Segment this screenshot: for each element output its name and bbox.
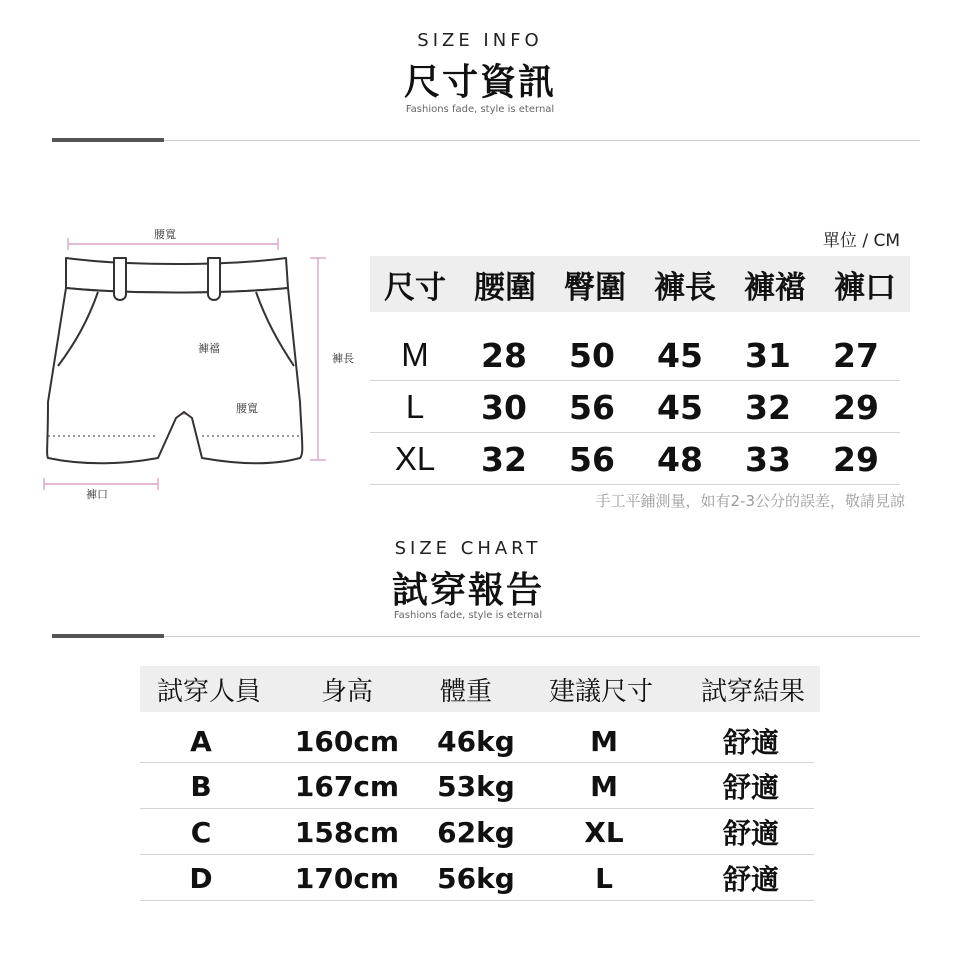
shorts-outline <box>47 258 302 463</box>
size-chart-title-en: SIZE CHART <box>394 538 542 559</box>
person-cell: A <box>190 724 212 758</box>
value-cell: 45 <box>657 335 703 375</box>
value-cell: 32 <box>745 387 791 427</box>
weight-cell: 46kg <box>437 724 515 758</box>
header-cell: 身高 <box>320 676 373 707</box>
table-row <box>370 434 900 485</box>
result-cell: 舒適 <box>722 863 779 896</box>
height-cell: 160cm <box>294 724 400 758</box>
value-cell: 27 <box>833 335 879 375</box>
weight-cell: 56kg <box>437 861 515 895</box>
value-cell: 33 <box>745 439 791 479</box>
size-table-header <box>370 256 910 312</box>
height-cell: 170cm <box>294 861 400 895</box>
header-cell: 試穿結果 <box>700 676 805 707</box>
section-divider-thick <box>52 634 164 638</box>
header-cell: 褲襠 <box>744 269 806 306</box>
recommended-size-cell: M <box>590 769 618 803</box>
size-cell: XL <box>394 440 436 477</box>
person-cell: C <box>190 815 212 849</box>
value-cell: 56 <box>569 439 615 479</box>
height-cell: 167cm <box>294 769 400 803</box>
header-cell: 臀圍 <box>564 269 626 306</box>
value-cell: 32 <box>481 439 527 479</box>
table-row <box>140 856 814 901</box>
size-chart-tagline: Fashions fade, style is eternal <box>393 610 543 621</box>
table-row <box>370 330 900 381</box>
size-info-title-en: SIZE INFO <box>417 30 543 51</box>
label-waist-top: 腰寬 <box>154 228 176 241</box>
weight-cell: 62kg <box>437 815 515 849</box>
value-cell: 31 <box>745 335 791 375</box>
size-cell: M <box>401 336 429 373</box>
value-cell: 29 <box>833 387 879 427</box>
label-length: 褲長 <box>332 352 354 365</box>
header-cell: 褲口 <box>834 269 896 306</box>
value-cell: 56 <box>569 387 615 427</box>
result-cell: 舒適 <box>722 771 779 804</box>
size-info-title-zh: 尺寸資訊 <box>403 62 556 103</box>
person-cell: D <box>189 861 213 895</box>
label-rise: 褲襠 <box>198 342 220 355</box>
header-cell: 試穿人員 <box>156 676 261 707</box>
height-cell: 158cm <box>294 815 400 849</box>
shorts-diagram <box>36 222 366 512</box>
table-row <box>140 764 814 809</box>
result-cell: 舒適 <box>722 726 779 759</box>
table-row <box>140 720 814 763</box>
size-chart-title-zh: 試穿報告 <box>391 570 544 611</box>
value-cell: 48 <box>657 439 703 479</box>
section-divider-thick <box>52 138 164 142</box>
size-info-tagline: Fashions fade, style is eternal <box>405 104 555 115</box>
size-cell: L <box>405 388 425 425</box>
value-cell: 29 <box>833 439 879 479</box>
table-row <box>140 810 814 855</box>
value-cell: 30 <box>481 387 527 427</box>
header-cell: 建議尺寸 <box>548 676 653 707</box>
fitting-table-header <box>140 666 820 712</box>
header-cell: 體重 <box>439 676 492 707</box>
unit-label: 單位 / CM <box>822 231 900 251</box>
label-hem: 褲口 <box>86 488 108 501</box>
table-row <box>370 382 900 433</box>
value-cell: 50 <box>569 335 615 375</box>
header-cell: 腰圍 <box>474 269 536 306</box>
label-waist-mid: 腰寬 <box>236 402 258 415</box>
value-cell: 45 <box>657 387 703 427</box>
section-divider-thin <box>164 636 920 637</box>
header-cell: 褲長 <box>654 269 716 306</box>
value-cell: 28 <box>481 335 527 375</box>
section-divider-thin <box>164 140 920 141</box>
weight-cell: 53kg <box>437 769 515 803</box>
recommended-size-cell: L <box>595 861 613 895</box>
measurement-note: 手工平鋪測量，如有2-3公分的誤差，敬請見諒 <box>595 492 905 510</box>
result-cell: 舒適 <box>722 817 779 850</box>
recommended-size-cell: M <box>590 724 618 758</box>
person-cell: B <box>190 769 212 803</box>
header-cell: 尺寸 <box>384 269 446 306</box>
shorts-illustration <box>36 222 366 512</box>
recommended-size-cell: XL <box>584 815 624 849</box>
